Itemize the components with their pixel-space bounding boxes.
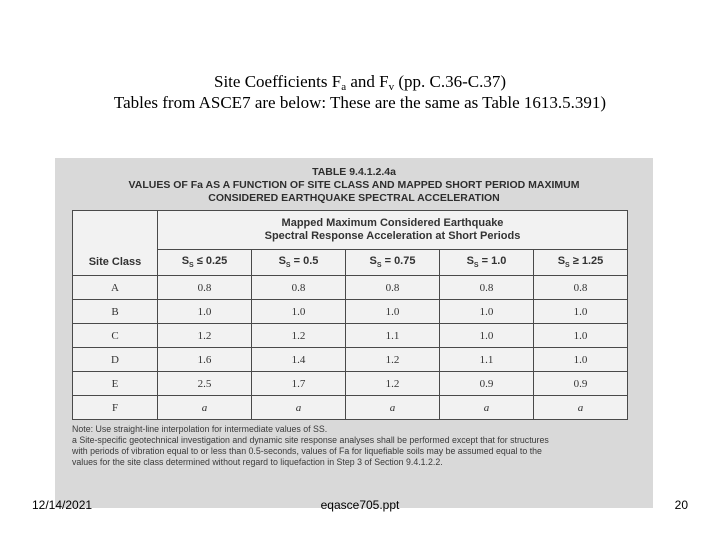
- value-cell: a: [158, 396, 252, 420]
- table-notes: [72, 424, 632, 468]
- span-header: Mapped Maximum Considered Earthquake Spectral Response Acceleration at Short Periods: [158, 211, 628, 250]
- site-class-header: Site Class: [73, 250, 158, 276]
- value-cell: a: [346, 396, 440, 420]
- table-row: [73, 300, 628, 324]
- note-a-line3: values for the site class determined without regard to liquefaction in Step 3 of Section 9.4.1.2.2.: [72, 457, 443, 467]
- value-cell: 1.0: [440, 324, 534, 348]
- site-coefficient-table: [72, 210, 628, 420]
- slide-title-line2: Tables from ASCE7 are below: These are the same as Table 1613.5.391): [113, 93, 607, 112]
- value-cell: 1.1: [346, 324, 440, 348]
- value-cell: 1.6: [158, 348, 252, 372]
- value-cell: 1.2: [346, 372, 440, 396]
- site-class-cell: F: [73, 396, 158, 420]
- table-row: [73, 276, 628, 300]
- value-cell: 1.0: [534, 300, 628, 324]
- value-cell: a: [534, 396, 628, 420]
- note-a-line1: a Site-specific geotechnical investigation and dynamic site response analyses shall be performed except that for structures: [72, 435, 549, 445]
- value-cell: a: [252, 396, 346, 420]
- table-caption-subtitle: CONSIDERED EARTHQUAKE SPECTRAL ACCELERATION: [208, 192, 500, 204]
- table-row: [73, 396, 628, 420]
- value-cell: 0.8: [440, 276, 534, 300]
- value-cell: 0.8: [158, 276, 252, 300]
- value-cell: 1.4: [252, 348, 346, 372]
- note-a-line2: with periods of vibration equal to or less than 0.5-seconds, values of Fa for liquefiable soils may be assumed equal to the: [72, 446, 542, 456]
- value-cell: a: [440, 396, 534, 420]
- value-cell: 1.2: [252, 324, 346, 348]
- slide-title-line1: Site Coefficients $F_a$ and $F_v$ (pp. C.36-C.37): [214, 72, 506, 93]
- column-header-4: $S_S = 1.0$: [440, 250, 534, 276]
- table-row: [73, 324, 628, 348]
- value-cell: 1.0: [252, 300, 346, 324]
- value-cell: 1.0: [346, 300, 440, 324]
- value-cell: 0.9: [440, 372, 534, 396]
- empty-corner-cell: [73, 211, 158, 250]
- column-header-3: $S_S = 0.75$: [346, 250, 440, 276]
- footer-filename: eqasce705.ppt: [320, 498, 400, 512]
- column-header-1: $S_S \le 0.25$: [158, 250, 252, 276]
- table-row: [73, 348, 628, 372]
- value-cell: 1.0: [158, 300, 252, 324]
- table-caption-title: VALUES OF Fa AS A FUNCTION OF SITE CLASS AND MAPPED SHORT PERIOD MAXIMUM: [128, 179, 580, 191]
- site-class-cell: B: [73, 300, 158, 324]
- site-class-cell: D: [73, 348, 158, 372]
- value-cell: 1.1: [440, 348, 534, 372]
- scanned-table-image: [55, 158, 653, 508]
- site-class-cell: C: [73, 324, 158, 348]
- site-class-cell: E: [73, 372, 158, 396]
- column-header-2: $S_S = 0.5$: [252, 250, 346, 276]
- value-cell: 0.8: [252, 276, 346, 300]
- table-caption-number: TABLE 9.4.1.2.4a: [312, 166, 396, 178]
- footer-date: 12/14/2021: [32, 498, 93, 512]
- value-cell: 1.7: [252, 372, 346, 396]
- column-header-5: $S_S \ge 1.25$: [534, 250, 628, 276]
- value-cell: 1.0: [534, 348, 628, 372]
- footer-page-number: 20: [674, 498, 688, 512]
- value-cell: 0.8: [534, 276, 628, 300]
- value-cell: 2.5: [158, 372, 252, 396]
- value-cell: 0.9: [534, 372, 628, 396]
- value-cell: 1.0: [440, 300, 534, 324]
- value-cell: 0.8: [346, 276, 440, 300]
- table-row: [73, 372, 628, 396]
- value-cell: 1.2: [346, 348, 440, 372]
- value-cell: 1.0: [534, 324, 628, 348]
- note-interpolation: Note: Use straight-line interpolation for intermediate values of SS.: [72, 424, 328, 434]
- value-cell: 1.2: [158, 324, 252, 348]
- site-class-cell: A: [73, 276, 158, 300]
